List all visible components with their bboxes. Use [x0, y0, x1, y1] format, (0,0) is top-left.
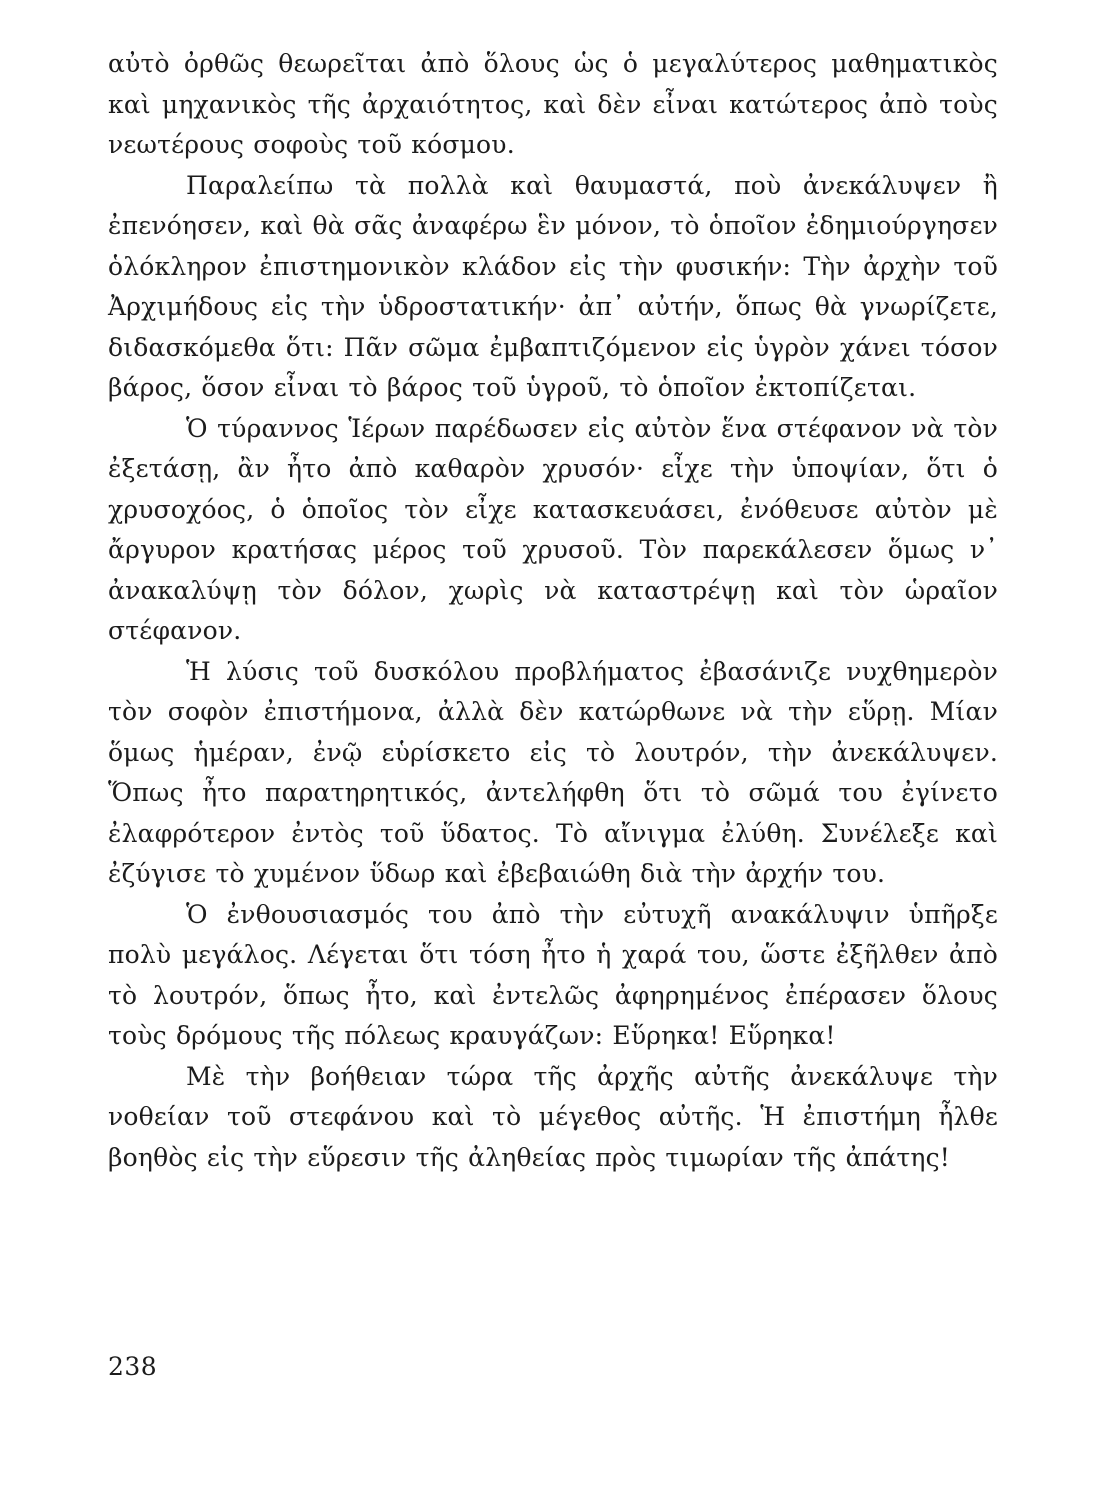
- paragraph-problem-solution: Ἡ λύσις τοῦ δυσκόλου προβλήματος ἐβασάνιζε νυχθημερὸν τὸν σοφὸν ἐπιστήμονα, ἀλλὰ δὲν κατώρθωνε νὰ τὴν εὕρῃ. Μίαν ὅμως ἡμέραν, ἐνῷ εὑρίσκετο εἰς τὸ λουτρόν, τὴν ἀνεκάλυψεν. Ὅπως ἦτο παρατηρητικός, ἀντελήφθη ὅτι τὸ σῶμά του ἐγίνετο ἐλαφρότερον ἐντὸς τοῦ ὕδατος. Τὸ αἴνιγμα ἐλύθη. Συνέλεξε καὶ ἐζύγισε τὸ χυμένον ὕδωρ καὶ ἐβεβαιώθη διὰ τὴν ἀρχήν του.: [108, 656, 998, 888]
- paragraph-conclusion: Μὲ τὴν βοήθειαν τώρα τῆς ἀρχῆς αὐτῆς ἀνεκάλυψε τὴν νοθείαν τοῦ στεφάνου καὶ τὸ μέγεθος αὐτῆς. Ἡ ἐπιστήμη ἦλθε βοηθὸς εἰς τὴν εὕρεσιν τῆς ἀληθείας πρὸς τιμωρίαν τῆς ἀπάτης!: [108, 1061, 998, 1172]
- text-body: [108, 44, 998, 1178]
- paragraph-eureka: Ὁ ἐνθουσιασμός του ἀπὸ τὴν εὐτυχῆ ανακάλυψιν ὑπῆρξε πολὺ μεγάλος. Λέγεται ὅτι τόση ἦτο ἡ χαρά του, ὥστε ἐξῆλθεν ἀπὸ τὸ λουτρόν, ὅπως ἦτο, καὶ ἐντελῶς ἀφηρημένος ἐπέρασεν ὅλους τοὺς δρόμους τῆς πόλεως κραυγάζων: Εὕρηκα! Εὕρηκα!: [108, 899, 998, 1050]
- paragraph-continuation: αὐτὸ ὀρθῶς θεωρεῖται ἀπὸ ὅλους ὡς ὁ μεγαλύτερος μαθηματικὸς καὶ μηχανικὸς τῆς ἀρχαιότητος, καὶ δὲν εἶναι κατώτερος ἀπὸ τοὺς νεωτέρους σοφοὺς τοῦ κόσμου.: [108, 49, 998, 159]
- page-number: 238: [108, 1352, 158, 1381]
- paragraph-tyrant-hieron: Ὁ τύραννος Ἱέρων παρέδωσεν εἰς αὐτὸν ἕνα στέφανον νὰ τὸν ἐξετάσῃ, ἂν ἦτο ἀπὸ καθαρὸν χρυσόν· εἶχε τὴν ὑποψίαν, ὅτι ὁ χρυσοχόος, ὁ ὁποῖος τὸν εἶχε κατασκευάσει, ἐνόθευσε αὐτὸν μὲ ἄργυρον κρατήσας μέρος τοῦ χρυσοῦ. Τὸν παρεκάλεσεν ὅμως ν᾿ ἀνακαλύψῃ τὸν δόλον, χωρὶς νὰ καταστρέψῃ καὶ τὸν ὡραῖον στέφανον.: [108, 413, 998, 645]
- paragraph-archimedes-principle: Παραλείπω τὰ πολλὰ καὶ θαυμαστά, ποὺ ἀνεκάλυψεν ἢ ἐπενόησεν, καὶ θὰ σᾶς ἀναφέρω ἓν μόνον, τὸ ὁποῖον ἐδημιούργησεν ὁλόκληρον ἐπιστημονικὸν κλάδον εἰς τὴν φυσικήν: Τὴν ἀρχὴν τοῦ Ἀρχιμήδους εἰς τὴν ὑδροστατικήν· ἀπ᾿ αὐτήν, ὅπως θὰ γνωρίζετε, διδασκόμεθα ὅτι: Πᾶν σῶμα ἐμβαπτιζόμενον εἰς ὑγρὸν χάνει τόσον βάρος, ὅσον εἶναι τὸ βάρος τοῦ ὑγροῦ, τὸ ὁποῖον ἐκτοπίζεται.: [108, 170, 998, 402]
